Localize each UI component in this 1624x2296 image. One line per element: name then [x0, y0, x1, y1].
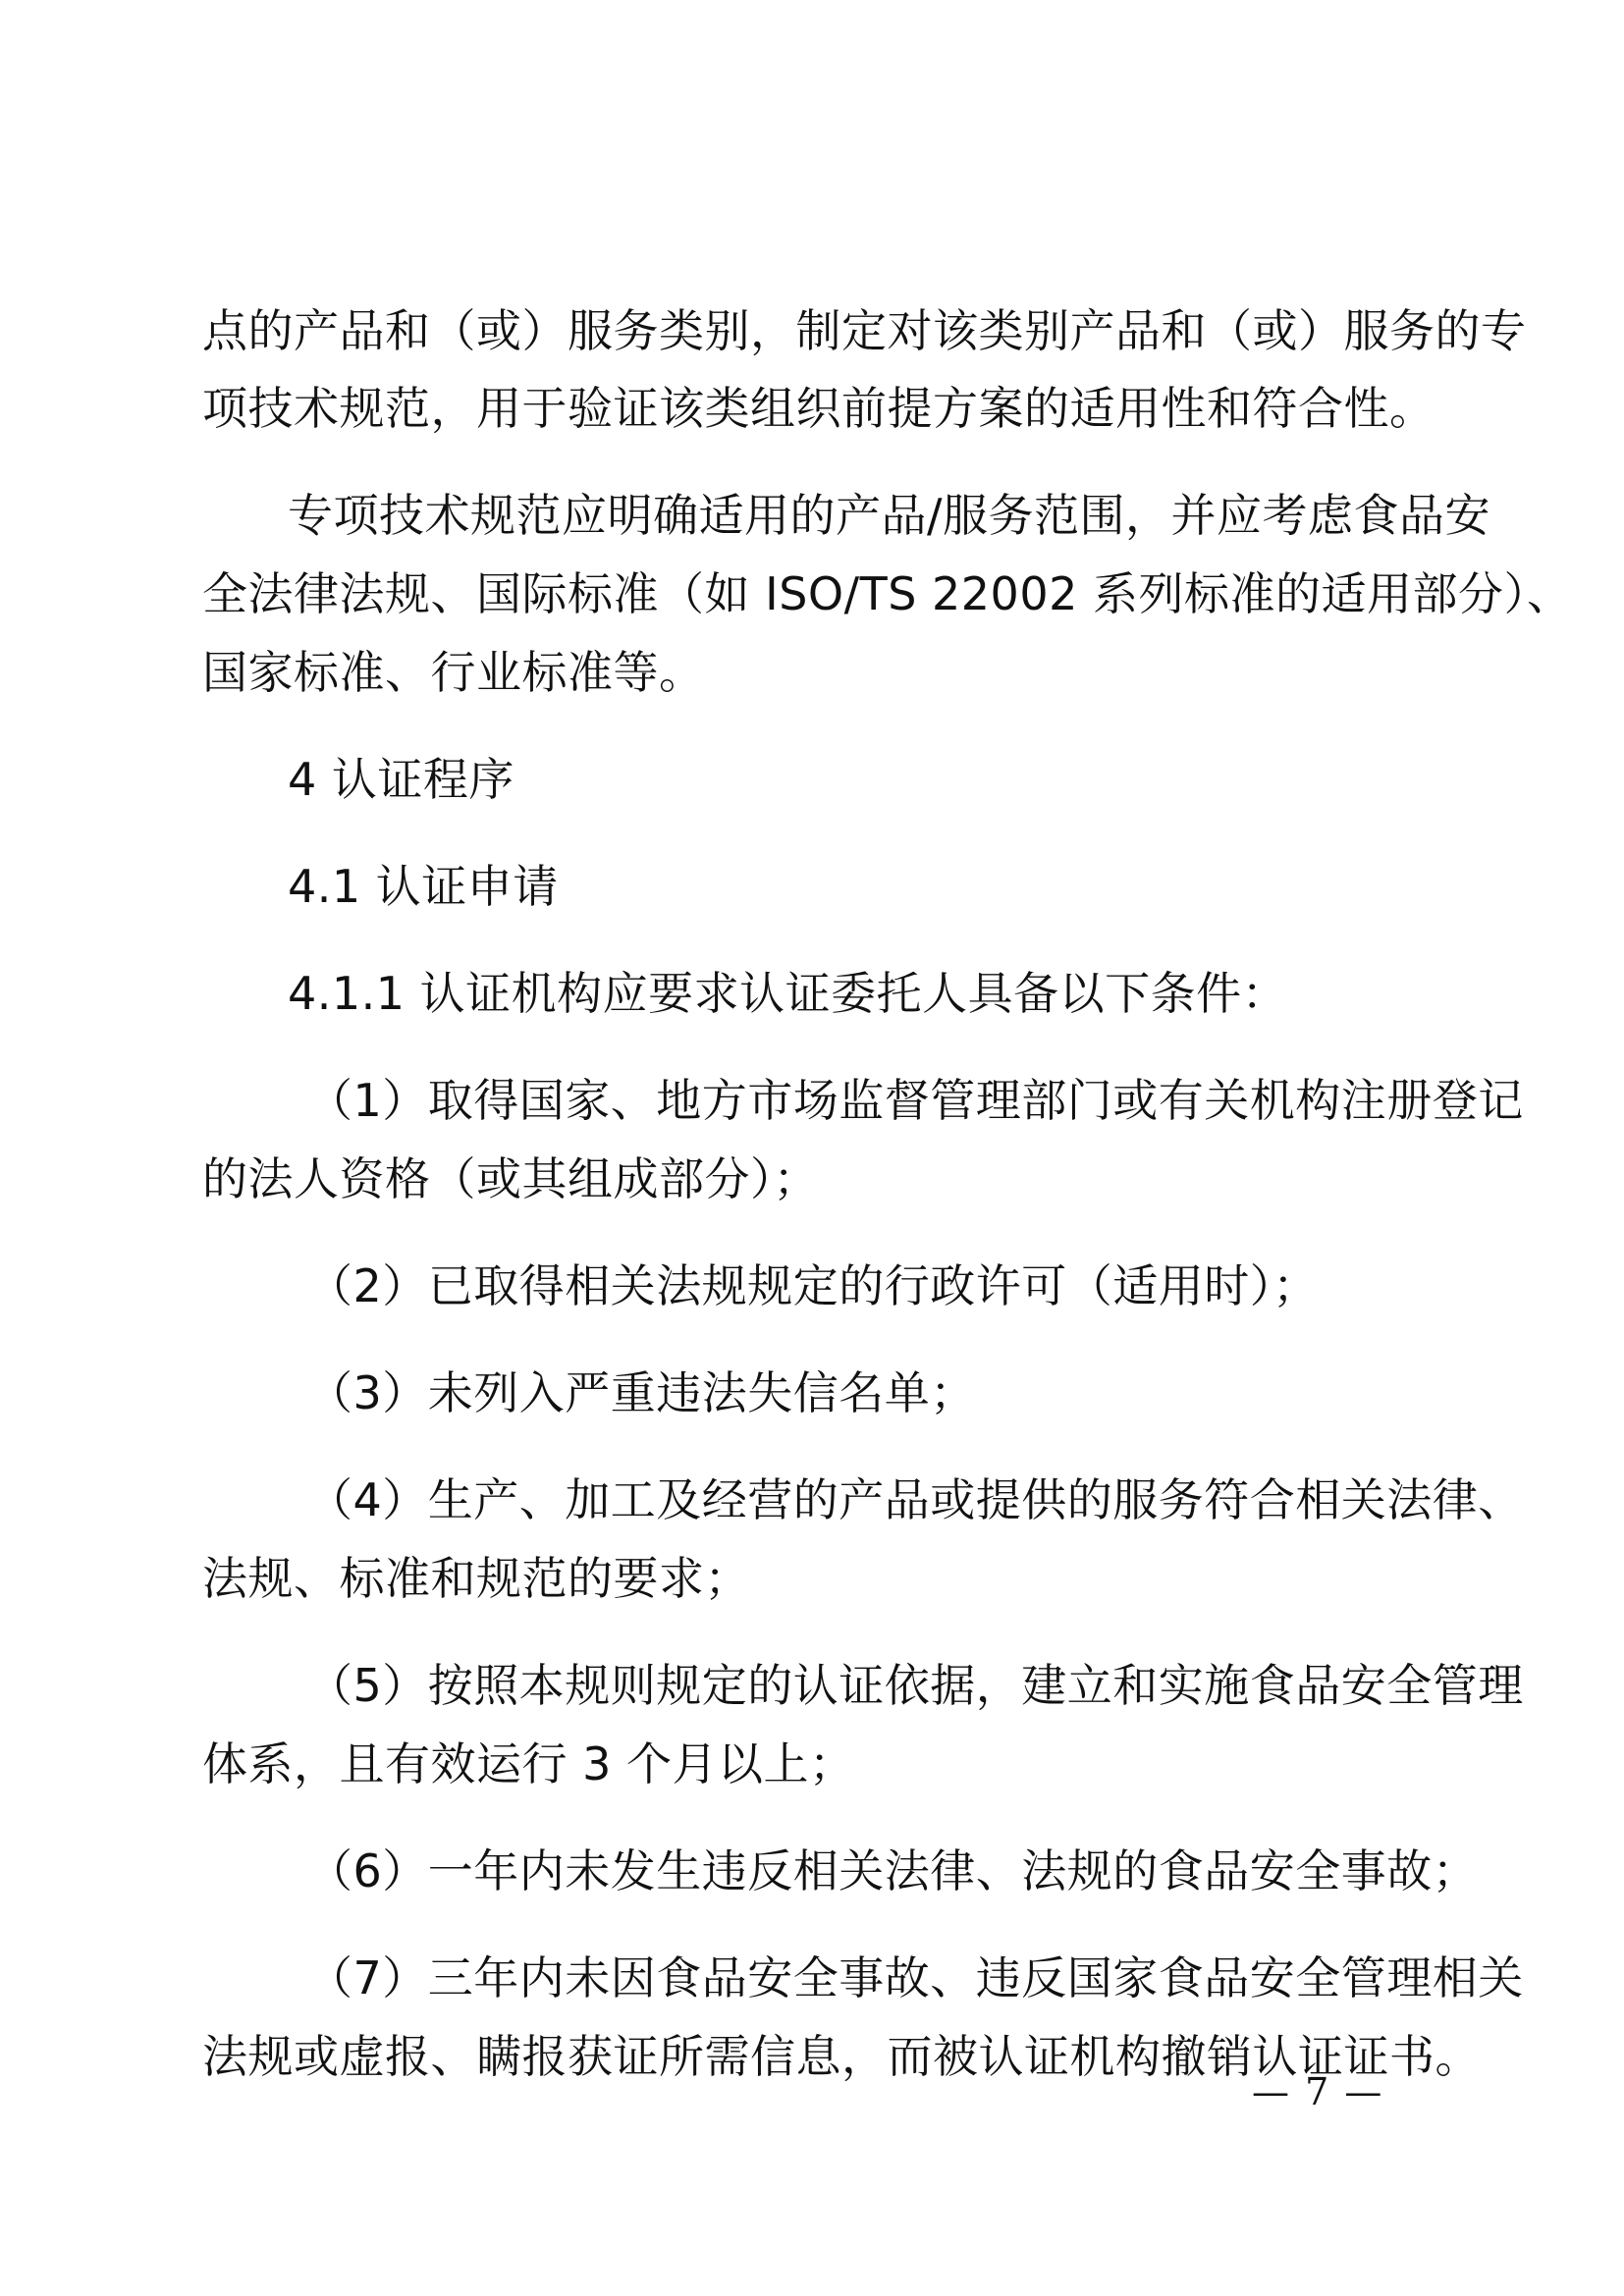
subsection-heading: 4.1 认证申请: [288, 860, 559, 913]
text-line: 法规、标准和规范的要求；: [202, 1552, 750, 1605]
list-item: （3）未列入严重违法失信名单；: [307, 1366, 976, 1419]
page-number: — 7 —: [1252, 2070, 1384, 2113]
list-item: （5）按照本规则规定的认证依据，建立和实施食品安全管理: [307, 1659, 1524, 1712]
text-line: 法规或虚报、瞒报获证所需信息，而被认证机构撤销认证证书。: [202, 2030, 1481, 2083]
list-item: （6）一年内未发生违反相关法律、法规的食品安全事故；: [307, 1844, 1479, 1897]
section-heading: 4 认证程序: [288, 753, 514, 806]
list-item: （4）生产、加工及经营的产品或提供的服务符合相关法律、: [307, 1473, 1524, 1526]
text-line: 全法律法规、国际标准（如 ISO/TS 22002 系列标准的适用部分）、: [202, 567, 1573, 620]
text-line: 专项技术规范应明确适用的产品/服务范围，并应考虑食品安: [288, 489, 1490, 542]
text-line: 的法人资格（或其组成部分）；: [202, 1152, 819, 1205]
list-item: （1）取得国家、地方市场监督管理部门或有关机构注册登记: [307, 1074, 1524, 1127]
text-line: 项技术规范，用于验证该类组织前提方案的适用性和符合性。: [202, 382, 1435, 435]
text-line: 体系，且有效运行 3 个月以上；: [202, 1737, 855, 1790]
text-line: 点的产品和（或）服务类别，制定对该类别产品和（或）服务的专: [202, 304, 1527, 357]
list-item: （2）已取得相关法规规定的行政许可（适用时）；: [307, 1259, 1319, 1312]
list-item: （7）三年内未因食品安全事故、违反国家食品安全管理相关: [307, 1951, 1524, 2004]
text-line: 国家标准、行业标准等。: [202, 646, 705, 699]
clause-heading: 4.1.1 认证机构应要求认证委托人具备以下条件：: [288, 967, 1288, 1020]
